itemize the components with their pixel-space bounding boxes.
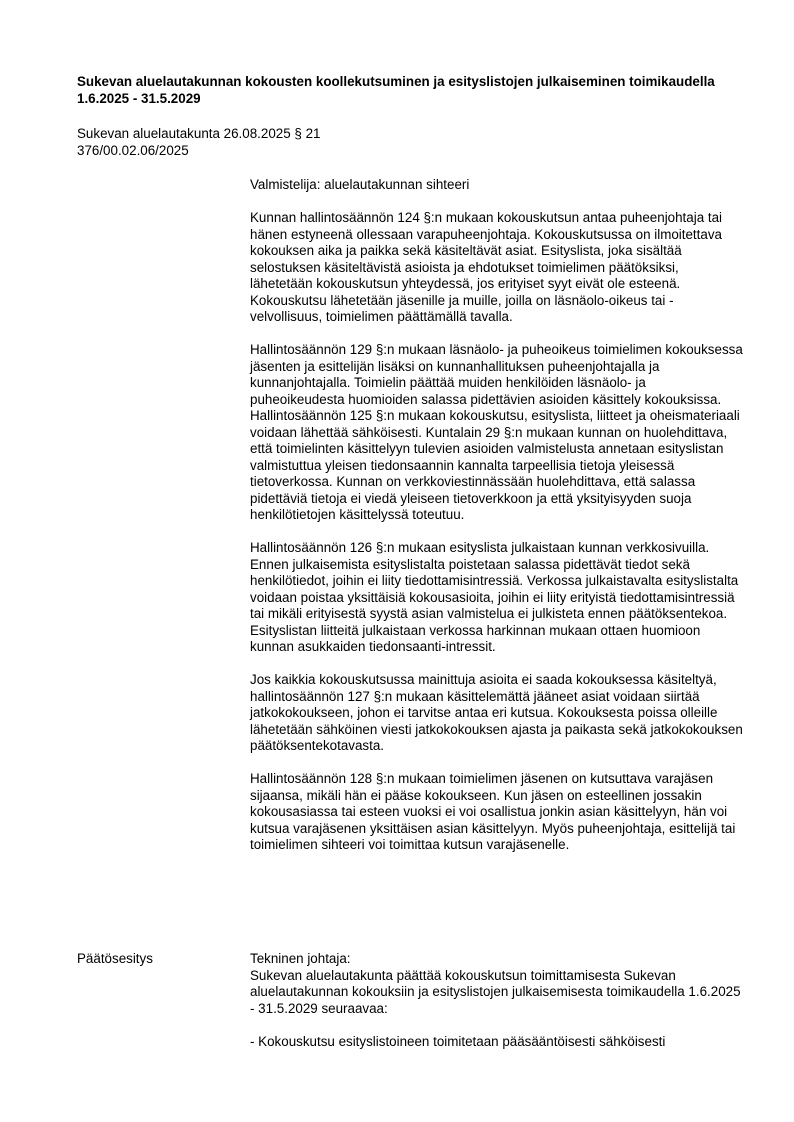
proposal-text: Sukevan aluelautakunta päättää kokouskutsun toimittamisesta Sukevan aluelautakunnan kokouksiin ja esityslistojen julkaisemisesta toimikaudella 1.6.2025 - 31.5.2029 seuraavaa: [250, 967, 741, 1016]
proposal-spacer [250, 1017, 744, 1034]
meeting-line: Sukevan aluelautakunta 26.08.2025 § 21 [77, 126, 321, 141]
proposal-item: - Kokouskutsu esityslistoineen toimitetaan pääsääntöisesti sähköisesti [250, 1033, 666, 1049]
proposal-presenter: Tekninen johtaja: [250, 951, 351, 966]
paragraph-129: Hallintosäännön 129 §:n mukaan läsnäolo- ja puheoikeus toimielimen kokouksessa jäsenten ja esittelijän lisäksi on kunnanhallituksen puheenjohtajalla ja kunnanjohtajalla. Toimielin päättää muiden henkilöiden läsnäolo- ja puheoikeudesta huomioiden salassa pidettävien asioiden käsittely kokouksissa. Hallintosäännön 125 §:n mukaan kokouskutsu, esityslista, liitteet ja oheismateriaali voidaan lähettää sähköisesti. Kuntalain 29 §:n mukaan kunnan on huolehdittava, että toimielinten käsittelyyn tulevien asioiden valmistelusta annetaan esityslistan valmistuttua yleisen tiedonsaannin kannalta tarpeellisia tietoja yleisessä tietoverkossa. Kunnan on verkkoviestinnässään huolehdittava, että salassa pidettäviä tietoja ei viedä yleiseen tietoverkkoon ja että yksityisyyden suoja henkilötietojen käsittelyssä toteutuu. [250, 342, 743, 522]
paragraph-126: Hallintosäännön 126 §:n mukaan esityslista julkaistaan kunnan verkkosivuilla. Ennen julkaisemista esityslistalta poistetaan salassa pidettävät tiedot sekä henkilötiedot, joihin ei liity tiedottamisintressiä. Verkossa julkaistavalta esityslistalta voidaan poistaa yksittäisiä kokousasioita, joihin ei liity erityistä tiedottamisintressiä tai mikäli erityisestä syystä asian valmistelua ei julkisteta ennen päätöksentekoa. Esityslistan liitteitä julkaistaan verkossa harkinnan mukaan ottaen huomioon kunnan asukkaiden tiedonsaanti-intressit. [250, 540, 739, 654]
preparer-line: Valmistelija: aluelautakunnan sihteeri [250, 177, 470, 192]
meeting-meta [77, 126, 320, 159]
paragraph-128: Hallintosäännön 128 §:n mukaan toimielimen jäsenen on kutsuttava varajäsen sijaansa, mikäli hän ei pääse kokoukseen. Kun jäsen on esteellinen jossakin kokousasiassa tai esteen vuoksi ei voi osallistua jonkin asian käsittelyyn, hän voi kutsua varajäsenen yksittäisen asian käsittelyyn. Myös puheenjohtaja, esittelijä tai toimielimen sihteeri voi toimittaa kutsun varajäsenelle. [250, 771, 736, 852]
body-column [250, 177, 744, 870]
record-number: 376/00.02.06/2025 [77, 142, 189, 158]
paragraph-127: Jos kaikkia kokouskutsussa mainittuja asioita ei saada kokouksessa käsiteltyä, hallintosäännön 127 §:n mukaan käsittelemättä jääneet asiat voidaan siirtää jatkokokoukseen, johon ei tarvitse antaa eri kutsua. Kokouksesta poissa olleille lähetetään sähköinen viesti jatkokokouksen ajasta ja paikasta sekä jatkokokouksen päätöksentekotavasta. [250, 672, 743, 753]
proposal-section [250, 951, 744, 1050]
proposal-label: Päätösesitys [77, 951, 153, 966]
paragraph-124: Kunnan hallintosäännön 124 §:n mukaan kokouskutsun antaa puheenjohtaja tai hänen estyneenä ollessaan varapuheenjohtaja. Kokouskutsussa on ilmoitettava kokouksen aika ja paikka sekä käsiteltävät asiat. Esityslista, joka sisältää selostuksen käsiteltävistä asioista ja ehdotukset toimielimen päätöksiksi, lähetetään kokouskutsun yhteydessä, jos erityiset syyt eivät ole esteenä. Kokouskutsu lähetetään jäsenille ja muille, joilla on läsnäolo-oikeus tai - velvollisuus, toimielimen päättämällä tavalla. [250, 210, 723, 324]
document-title: Sukevan aluelautakunnan kokousten koollekutsuminen ja esityslistojen julkaiseminen toimikaudella 1.6.2025 - 31.5.2029 [77, 74, 715, 106]
